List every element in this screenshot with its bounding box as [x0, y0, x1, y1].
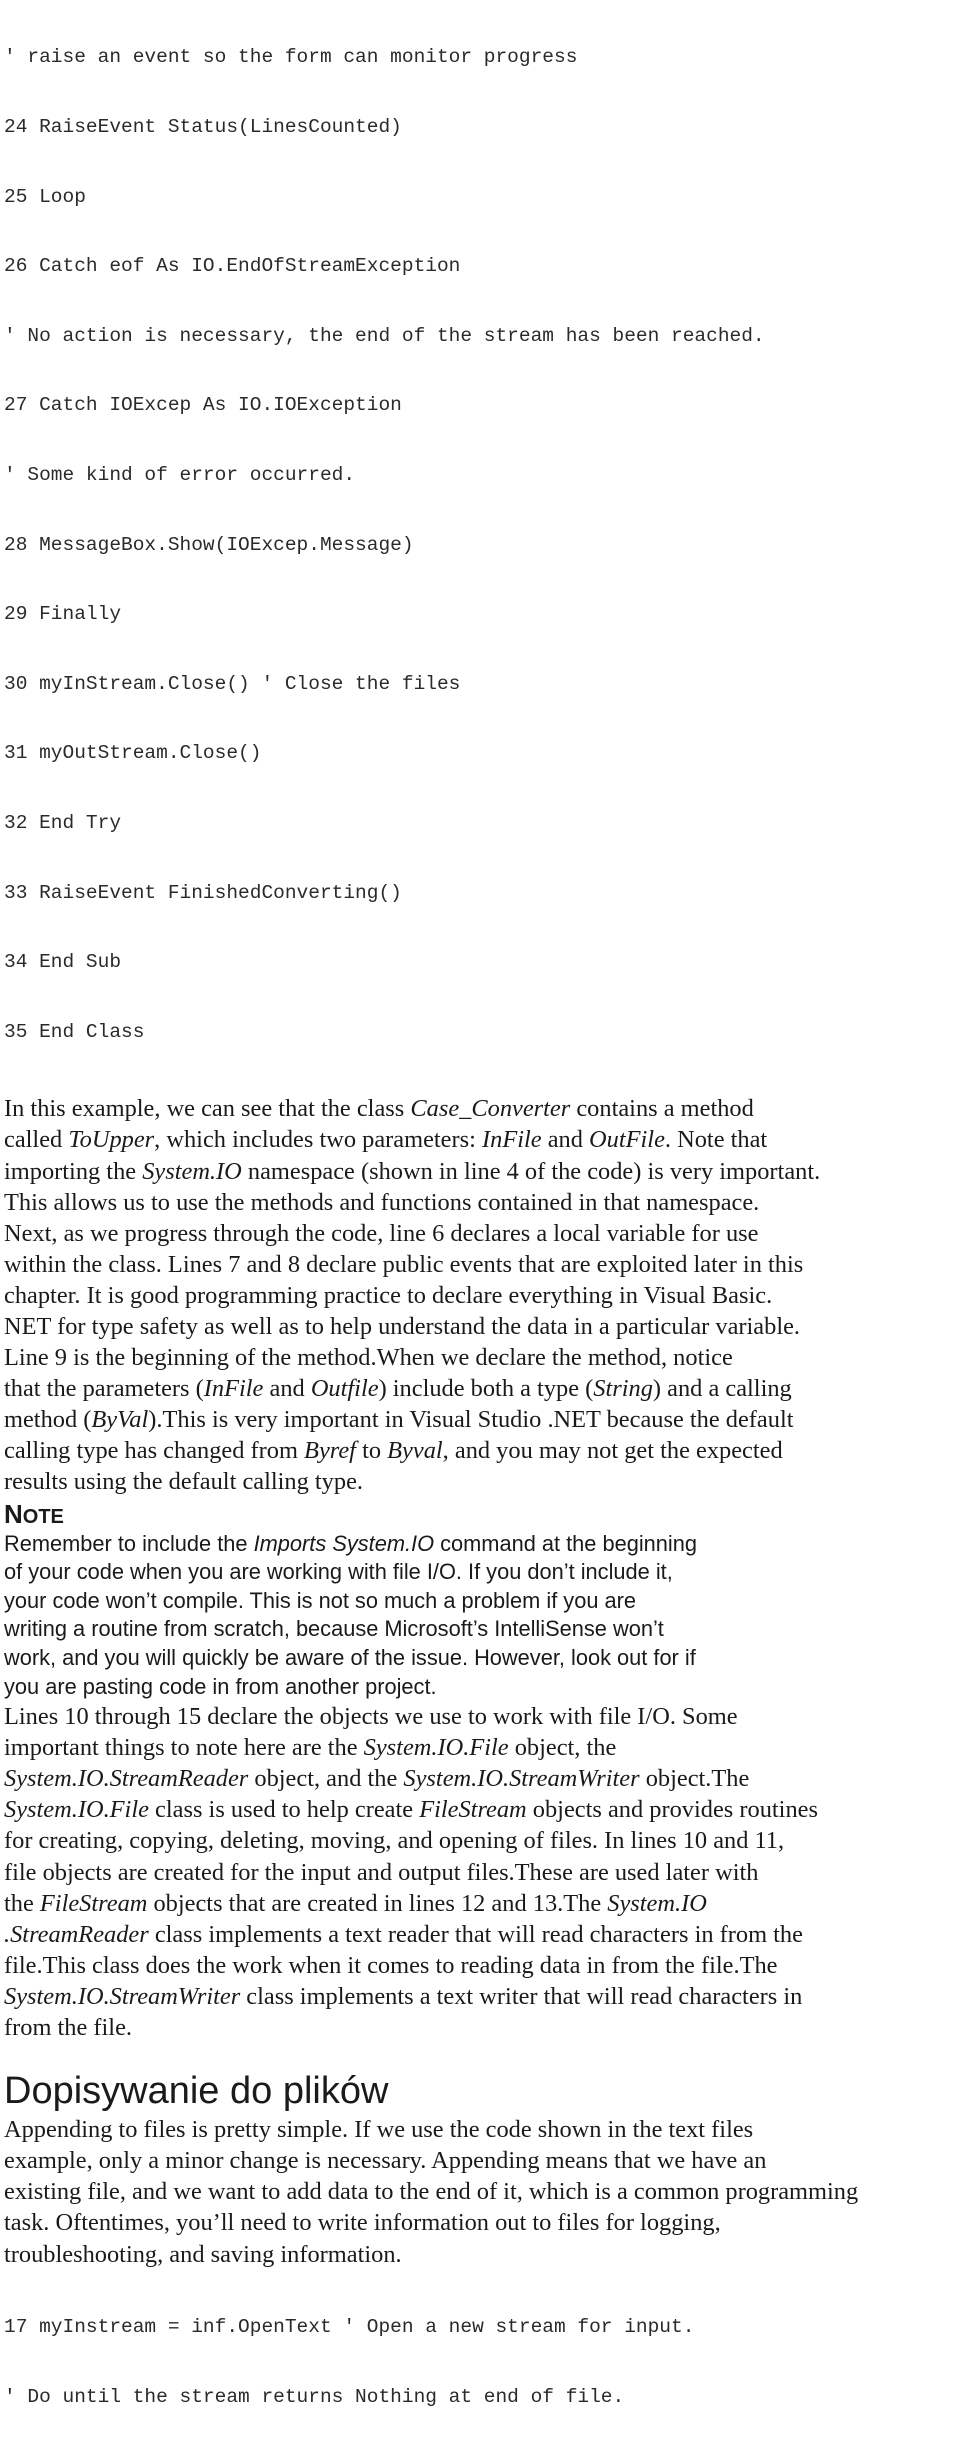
code-line: 34 End Sub [4, 951, 122, 974]
text-line: results using the default calling type. [4, 1468, 363, 1496]
code-line: 26 Catch eof As IO.EndOfStreamException [4, 255, 461, 278]
text-line: example, only a minor change is necessary. Appending means that we have an [4, 2147, 767, 2175]
code-line: 31 myOutStream.Close() [4, 742, 262, 765]
code-line: 24 RaiseEvent Status(LinesCounted) [4, 116, 402, 138]
text-line: Lines 10 through 15 declare the objects we use to work with file I/O. Some [4, 1703, 738, 1731]
paragraph-case-converter [4, 1093, 960, 1497]
text-line: called ToUpper, which includes two parameters: InFile and OutFile. Note that [4, 1126, 768, 1154]
section-heading: Dopisywanie do plików [4, 2070, 389, 2113]
code-line: 30 myInStream.Close() ' Close the files [4, 672, 461, 695]
text-line: chapter. It is good programming practice to declare everything in Visual Basic. [4, 1281, 773, 1309]
code-block-bottom [4, 2270, 960, 2455]
code-line: 33 RaiseEvent FinishedConverting() [4, 881, 402, 904]
note-line: you are pasting code in from another project. [4, 1673, 437, 1699]
text-line: Line 9 is the beginning of the method.When we declare the method, notice [4, 1344, 733, 1372]
text-line: important things to note here are the System.IO.File object, the [4, 1734, 617, 1762]
code-line: 17 myInstream = inf.OpenText ' Open a new stream for input. [4, 2316, 695, 2338]
code-block-top [4, 0, 960, 1090]
note-heading: NOTE [4, 1498, 64, 1529]
note-line: writing a routine from scratch, because Microsoft’s IntelliSense won’t [4, 1616, 664, 1642]
text-line: In this example, we can see that the class Case_Converter contains a method [4, 1095, 754, 1123]
text-line: .StreamReader class implements a text reader that will read characters in from the [4, 1920, 803, 1948]
note-line: Remember to include the Imports System.IO command at the beginning [4, 1530, 698, 1556]
text-line: file.This class does the work when it comes to reading data in from the file.The [4, 1951, 778, 1979]
text-line: System.IO.StreamWriter class implements a text writer that will read characters in [4, 1982, 803, 2010]
text-line: This allows us to use the methods and functions contained in that namespace. [4, 1188, 760, 1216]
text-line: NET for type safety as well as to help understand the data in a particular variable. [4, 1312, 801, 1340]
text-line: importing the System.IO namespace (shown in line 4 of the code) is very important. [4, 1157, 821, 1185]
code-line: 27 Catch IOExcep As IO.IOException [4, 394, 402, 417]
code-line: 32 End Try [4, 811, 122, 834]
code-line: ' Do until the stream returns Nothing at end of file. [4, 2385, 625, 2408]
text-line: calling type has changed from Byref to Byval, and you may not get the expected [4, 1437, 783, 1465]
text-line: for creating, copying, deleting, moving, and opening of files. In lines 10 and 11, [4, 1827, 785, 1855]
paragraph-file-objects [4, 1701, 960, 2043]
code-line: 35 End Class [4, 1020, 145, 1043]
paragraph-appending [4, 2114, 960, 2269]
text-line: method (ByVal).This is very important in Visual Studio .NET because the default [4, 1406, 794, 1434]
text-line: Appending to files is pretty simple. If we use the code shown in the text files [4, 2116, 754, 2144]
text-line: from the file. [4, 2014, 133, 2042]
note-line: your code won’t compile. This is not so much a problem if you are [4, 1587, 637, 1613]
text-line: the FileStream objects that are created in lines 12 and 13.The System.IO [4, 1889, 707, 1917]
code-line: ' No action is necessary, the end of the stream has been reached. [4, 324, 765, 347]
text-line: System.IO.File class is used to help create FileStream objects and provides routines [4, 1796, 818, 1824]
text-line: task. Oftentimes, you’ll need to write information out to files for logging, [4, 2209, 721, 2237]
text-line: existing file, and we want to add data to the end of it, which is a common programming [4, 2178, 859, 2206]
text-line: that the parameters (InFile and Outfile) include both a type (String) and a calling [4, 1375, 792, 1403]
note-line: of your code when you are working with file I/O. If you don’t include it, [4, 1559, 673, 1585]
note-box [4, 1530, 960, 1702]
code-line: ' Some kind of error occurred. [4, 463, 356, 486]
code-line: 28 MessageBox.Show(IOExcep.Message) [4, 533, 414, 556]
code-line: ' raise an event so the form can monitor progress [4, 46, 578, 69]
text-line: within the class. Lines 7 and 8 declare public events that are exploited later in this [4, 1250, 804, 1278]
note-line: work, and you will quickly be aware of the issue. However, look out for if [4, 1644, 696, 1670]
text-line: file objects are created for the input and output files.These are used later with [4, 1858, 759, 1886]
text-line: Next, as we progress through the code, line 6 declares a local variable for use [4, 1219, 759, 1247]
text-line: System.IO.StreamReader object, and the System.IO.StreamWriter object.The [4, 1765, 750, 1793]
code-line: 25 Loop [4, 185, 86, 208]
code-line: 29 Finally [4, 603, 122, 626]
text-line: troubleshooting, and saving information. [4, 2240, 402, 2268]
